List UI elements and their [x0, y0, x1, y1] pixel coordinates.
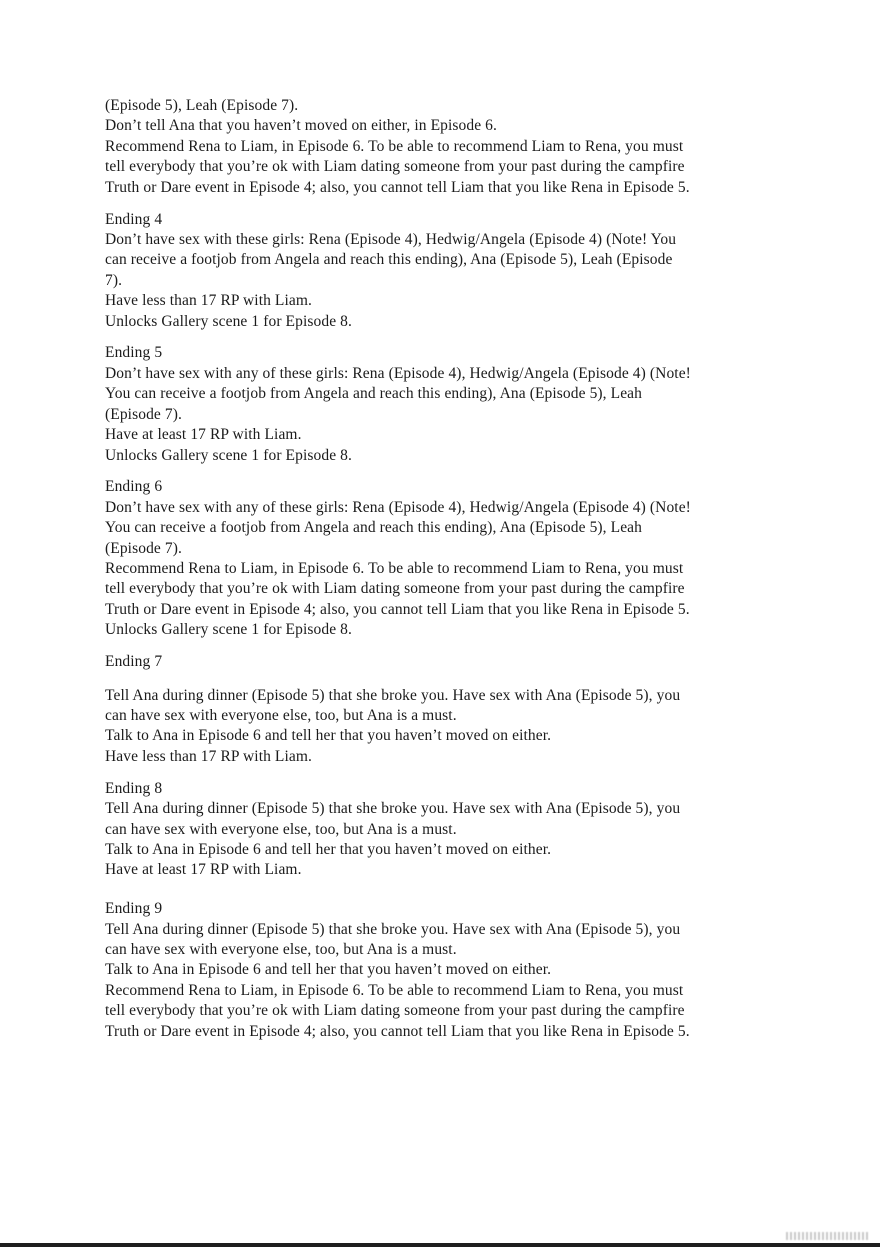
- text-line: Recommend Rena to Liam, in Episode 6. To be able to recommend Liam to Rena, you must: [105, 981, 684, 999]
- text-line: tell everybody that you’re ok with Liam dating someone from your past during the campfire: [105, 580, 685, 598]
- section-heading: Ending 8: [105, 779, 163, 797]
- ending-section: [105, 477, 840, 640]
- text-line: Have at least 17 RP with Liam.: [105, 426, 302, 444]
- text-line: Unlocks Gallery scene 1 for Episode 8.: [105, 446, 352, 464]
- text-line: Have at least 17 RP with Liam.: [105, 861, 302, 879]
- ending-section: [105, 343, 840, 465]
- text-line: can have sex with everyone else, too, but Ana is a must.: [105, 820, 457, 838]
- ending-section: [105, 652, 840, 767]
- text-line: Unlocks Gallery scene 1 for Episode 8.: [105, 312, 352, 330]
- section-heading: Ending 6: [105, 478, 163, 496]
- text-line: (Episode 5), Leah (Episode 7).: [105, 97, 299, 114]
- text-line: Have less than 17 RP with Liam.: [105, 292, 313, 310]
- text-line: Truth or Dare event in Episode 4; also, you cannot tell Liam that you like Rena in Episode 5.: [105, 1022, 690, 1040]
- text-line: Truth or Dare event in Episode 4; also, you cannot tell Liam that you like Rena in Episode 5.: [105, 178, 690, 196]
- text-line: (Episode 7).: [105, 539, 182, 557]
- text-line: Have less than 17 RP with Liam.: [105, 747, 313, 765]
- section-heading: Ending 9: [105, 900, 163, 918]
- intro-section: [105, 96, 840, 198]
- illegible-footer-marks: [786, 1232, 868, 1240]
- text-line: 7).: [105, 271, 123, 289]
- text-line: (Episode 7).: [105, 405, 182, 423]
- ending-section: [105, 779, 840, 881]
- page-bottom-edge-bar: [0, 1243, 880, 1247]
- text-line: Tell Ana during dinner (Episode 5) that she broke you. Have sex with Ana (Episode 5), you: [105, 686, 681, 704]
- text-line: Talk to Ana in Episode 6 and tell her that you haven’t moved on either.: [105, 961, 552, 979]
- text-line: Recommend Rena to Liam, in Episode 6. To be able to recommend Liam to Rena, you must: [105, 137, 684, 155]
- text-line: You can receive a footjob from Angela and reach this ending), Ana (Episode 5), Leah: [105, 385, 643, 403]
- text-line: tell everybody that you’re ok with Liam dating someone from your past during the campfire: [105, 1002, 685, 1020]
- section-heading: Ending 7: [105, 653, 163, 671]
- text-line: can receive a footjob from Angela and reach this ending), Ana (Episode 5), Leah (Episode: [105, 251, 673, 269]
- section-heading: Ending 5: [105, 344, 163, 362]
- text-line: Talk to Ana in Episode 6 and tell her that you haven’t moved on either.: [105, 727, 552, 745]
- text-line: can have sex with everyone else, too, but Ana is a must.: [105, 706, 457, 724]
- text-line: Tell Ana during dinner (Episode 5) that she broke you. Have sex with Ana (Episode 5), you: [105, 920, 681, 938]
- text-line: Don’t tell Ana that you haven’t moved on either, in Episode 6.: [105, 117, 498, 135]
- text-line: Don’t have sex with any of these girls: Rena (Episode 4), Hedwig/Angela (Episode 4) (Note!: [105, 498, 691, 516]
- text-line: Don’t have sex with any of these girls: Rena (Episode 4), Hedwig/Angela (Episode 4) (Note!: [105, 364, 691, 382]
- text-line: Don’t have sex with these girls: Rena (Episode 4), Hedwig/Angela (Episode 4) (Note! You: [105, 230, 677, 248]
- section-heading: Ending 4: [105, 210, 163, 228]
- text-line: Talk to Ana in Episode 6 and tell her that you haven’t moved on either.: [105, 840, 552, 858]
- text-line: You can receive a footjob from Angela and reach this ending), Ana (Episode 5), Leah: [105, 519, 643, 537]
- ending-section: [105, 899, 840, 1042]
- document-content: [105, 96, 840, 1042]
- text-line: tell everybody that you’re ok with Liam dating someone from your past during the campfire: [105, 158, 685, 176]
- text-line: Truth or Dare event in Episode 4; also, you cannot tell Liam that you like Rena in Episode 5.: [105, 600, 690, 618]
- text-line: Unlocks Gallery scene 1 for Episode 8.: [105, 621, 352, 639]
- text-line: can have sex with everyone else, too, but Ana is a must.: [105, 941, 457, 959]
- text-line: Tell Ana during dinner (Episode 5) that she broke you. Have sex with Ana (Episode 5), you: [105, 800, 681, 818]
- text-line: Recommend Rena to Liam, in Episode 6. To be able to recommend Liam to Rena, you must: [105, 560, 684, 578]
- ending-section: [105, 210, 840, 332]
